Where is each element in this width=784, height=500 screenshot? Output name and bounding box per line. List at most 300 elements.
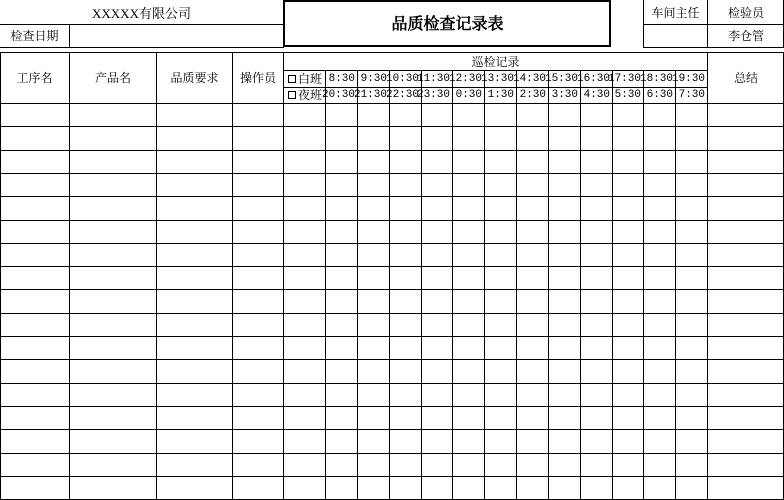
table-cell[interactable] xyxy=(676,244,707,266)
table-cell[interactable] xyxy=(1,127,69,150)
table-cell[interactable] xyxy=(708,314,783,336)
table-cell[interactable] xyxy=(422,290,452,313)
table-cell[interactable] xyxy=(390,151,421,173)
table-cell[interactable] xyxy=(549,314,580,336)
table-cell[interactable] xyxy=(708,244,783,266)
table-cell[interactable] xyxy=(157,197,232,220)
table-cell[interactable] xyxy=(517,244,548,266)
table-cell[interactable] xyxy=(613,127,643,150)
table-cell[interactable] xyxy=(157,384,232,406)
table-cell[interactable] xyxy=(1,314,69,336)
table-cell[interactable] xyxy=(549,267,580,289)
table-cell[interactable] xyxy=(233,384,283,406)
table-cell[interactable] xyxy=(390,360,421,383)
table-cell[interactable] xyxy=(422,127,452,150)
table-cell[interactable] xyxy=(581,197,612,220)
table-cell[interactable] xyxy=(517,407,548,429)
table-cell[interactable] xyxy=(390,454,421,476)
table-cell[interactable] xyxy=(485,314,516,336)
inspector-value[interactable]: 李仓管 xyxy=(727,28,764,43)
table-cell[interactable] xyxy=(549,221,580,243)
table-cell[interactable] xyxy=(157,314,232,336)
table-cell[interactable] xyxy=(644,337,675,359)
table-cell[interactable] xyxy=(644,477,675,499)
table-cell[interactable] xyxy=(70,104,156,126)
table-cell[interactable] xyxy=(549,104,580,126)
table-cell[interactable] xyxy=(157,454,232,476)
table-cell[interactable] xyxy=(676,477,707,499)
table-cell[interactable] xyxy=(70,360,156,383)
table-cell[interactable] xyxy=(326,290,357,313)
table-cell[interactable] xyxy=(1,104,69,126)
table-cell[interactable] xyxy=(708,104,783,126)
table-cell[interactable] xyxy=(613,267,643,289)
table-cell[interactable] xyxy=(326,104,357,126)
table-cell[interactable] xyxy=(708,290,783,313)
table-cell[interactable] xyxy=(676,407,707,429)
table-cell[interactable] xyxy=(549,244,580,266)
table-cell[interactable] xyxy=(233,151,283,173)
table-cell[interactable] xyxy=(644,244,675,266)
table-cell[interactable] xyxy=(157,407,232,429)
table-cell[interactable] xyxy=(70,127,156,150)
table-cell[interactable] xyxy=(422,197,452,220)
table-cell[interactable] xyxy=(708,430,783,453)
table-cell[interactable] xyxy=(284,127,325,150)
table-cell[interactable] xyxy=(453,104,484,126)
table-cell[interactable] xyxy=(549,290,580,313)
table-cell[interactable] xyxy=(613,384,643,406)
table-cell[interactable] xyxy=(549,430,580,453)
table-cell[interactable] xyxy=(358,104,389,126)
table-cell[interactable] xyxy=(157,477,232,499)
table-cell[interactable] xyxy=(581,244,612,266)
table-cell[interactable] xyxy=(517,454,548,476)
table-cell[interactable] xyxy=(1,477,69,499)
table-cell[interactable] xyxy=(581,151,612,173)
table-cell[interactable] xyxy=(485,337,516,359)
table-cell[interactable] xyxy=(485,104,516,126)
table-cell[interactable] xyxy=(485,267,516,289)
table-cell[interactable] xyxy=(453,314,484,336)
table-cell[interactable] xyxy=(326,314,357,336)
table-cell[interactable] xyxy=(644,151,675,173)
table-cell[interactable] xyxy=(326,407,357,429)
table-cell[interactable] xyxy=(358,174,389,196)
table-cell[interactable] xyxy=(517,290,548,313)
table-cell[interactable] xyxy=(233,314,283,336)
table-cell[interactable] xyxy=(390,314,421,336)
table-cell[interactable] xyxy=(581,384,612,406)
table-cell[interactable] xyxy=(284,384,325,406)
table-cell[interactable] xyxy=(453,174,484,196)
table-cell[interactable] xyxy=(676,337,707,359)
table-cell[interactable] xyxy=(233,197,283,220)
table-cell[interactable] xyxy=(485,127,516,150)
table-cell[interactable] xyxy=(326,384,357,406)
table-cell[interactable] xyxy=(358,430,389,453)
table-cell[interactable] xyxy=(70,454,156,476)
table-cell[interactable] xyxy=(581,267,612,289)
table-cell[interactable] xyxy=(708,407,783,429)
table-cell[interactable] xyxy=(233,407,283,429)
table-cell[interactable] xyxy=(517,337,548,359)
table-cell[interactable] xyxy=(453,290,484,313)
table-cell[interactable] xyxy=(358,477,389,499)
table-cell[interactable] xyxy=(549,174,580,196)
table-cell[interactable] xyxy=(453,267,484,289)
table-cell[interactable] xyxy=(233,477,283,499)
table-cell[interactable] xyxy=(613,430,643,453)
table-cell[interactable] xyxy=(1,407,69,429)
table-cell[interactable] xyxy=(644,104,675,126)
table-cell[interactable] xyxy=(157,290,232,313)
table-cell[interactable] xyxy=(422,151,452,173)
inspection-date-value[interactable] xyxy=(70,24,283,47)
table-cell[interactable] xyxy=(453,454,484,476)
table-cell[interactable] xyxy=(676,267,707,289)
table-cell[interactable] xyxy=(676,174,707,196)
table-cell[interactable] xyxy=(517,104,548,126)
table-cell[interactable] xyxy=(284,174,325,196)
table-cell[interactable] xyxy=(613,454,643,476)
table-cell[interactable] xyxy=(284,314,325,336)
table-cell[interactable] xyxy=(708,337,783,359)
table-cell[interactable] xyxy=(390,384,421,406)
table-cell[interactable] xyxy=(390,244,421,266)
table-cell[interactable] xyxy=(422,454,452,476)
table-cell[interactable] xyxy=(233,174,283,196)
table-cell[interactable] xyxy=(358,360,389,383)
table-cell[interactable] xyxy=(708,151,783,173)
table-cell[interactable] xyxy=(157,267,232,289)
table-cell[interactable] xyxy=(284,430,325,453)
table-cell[interactable] xyxy=(326,221,357,243)
table-cell[interactable] xyxy=(284,360,325,383)
table-cell[interactable] xyxy=(581,290,612,313)
table-cell[interactable] xyxy=(644,407,675,429)
table-cell[interactable] xyxy=(233,221,283,243)
night-shift-checkbox-icon[interactable] xyxy=(288,91,296,99)
table-cell[interactable] xyxy=(581,104,612,126)
table-cell[interactable] xyxy=(233,430,283,453)
table-cell[interactable] xyxy=(453,221,484,243)
table-cell[interactable] xyxy=(581,221,612,243)
table-cell[interactable] xyxy=(676,360,707,383)
table-cell[interactable] xyxy=(390,267,421,289)
table-cell[interactable] xyxy=(358,454,389,476)
table-cell[interactable] xyxy=(613,174,643,196)
table-cell[interactable] xyxy=(453,477,484,499)
table-cell[interactable] xyxy=(485,174,516,196)
shift-night[interactable] xyxy=(284,87,325,103)
table-cell[interactable] xyxy=(453,244,484,266)
table-cell[interactable] xyxy=(157,430,232,453)
table-cell[interactable] xyxy=(644,290,675,313)
table-cell[interactable] xyxy=(644,221,675,243)
table-cell[interactable] xyxy=(1,221,69,243)
table-cell[interactable] xyxy=(233,127,283,150)
table-cell[interactable] xyxy=(157,360,232,383)
table-cell[interactable] xyxy=(233,290,283,313)
table-cell[interactable] xyxy=(453,407,484,429)
table-cell[interactable] xyxy=(358,337,389,359)
day-shift-checkbox-icon[interactable] xyxy=(288,75,296,83)
table-cell[interactable] xyxy=(326,477,357,499)
table-cell[interactable] xyxy=(549,407,580,429)
table-cell[interactable] xyxy=(613,360,643,383)
table-cell[interactable] xyxy=(644,197,675,220)
table-cell[interactable] xyxy=(613,407,643,429)
table-cell[interactable] xyxy=(485,360,516,383)
table-cell[interactable] xyxy=(549,477,580,499)
table-cell[interactable] xyxy=(284,244,325,266)
table-cell[interactable] xyxy=(549,337,580,359)
table-cell[interactable] xyxy=(613,244,643,266)
table-cell[interactable] xyxy=(70,477,156,499)
table-cell[interactable] xyxy=(517,174,548,196)
table-cell[interactable] xyxy=(549,127,580,150)
table-cell[interactable] xyxy=(284,407,325,429)
table-cell[interactable] xyxy=(358,314,389,336)
table-cell[interactable] xyxy=(485,477,516,499)
table-cell[interactable] xyxy=(453,151,484,173)
table-cell[interactable] xyxy=(70,267,156,289)
table-cell[interactable] xyxy=(390,127,421,150)
table-cell[interactable] xyxy=(326,151,357,173)
table-cell[interactable] xyxy=(644,267,675,289)
table-cell[interactable] xyxy=(422,477,452,499)
table-cell[interactable] xyxy=(390,197,421,220)
table-cell[interactable] xyxy=(326,337,357,359)
table-cell[interactable] xyxy=(644,314,675,336)
table-cell[interactable] xyxy=(1,174,69,196)
table-cell[interactable] xyxy=(613,221,643,243)
table-cell[interactable] xyxy=(233,267,283,289)
table-cell[interactable] xyxy=(517,477,548,499)
table-cell[interactable] xyxy=(1,197,69,220)
table-cell[interactable] xyxy=(485,454,516,476)
table-cell[interactable] xyxy=(233,454,283,476)
table-cell[interactable] xyxy=(613,151,643,173)
table-cell[interactable] xyxy=(613,337,643,359)
table-cell[interactable] xyxy=(284,454,325,476)
table-cell[interactable] xyxy=(676,314,707,336)
table-cell[interactable] xyxy=(676,430,707,453)
table-cell[interactable] xyxy=(485,290,516,313)
table-cell[interactable] xyxy=(157,151,232,173)
table-cell[interactable] xyxy=(644,174,675,196)
table-cell[interactable] xyxy=(157,244,232,266)
table-cell[interactable] xyxy=(581,337,612,359)
table-cell[interactable] xyxy=(157,104,232,126)
table-cell[interactable] xyxy=(613,290,643,313)
table-cell[interactable] xyxy=(485,151,516,173)
table-cell[interactable] xyxy=(422,221,452,243)
table-cell[interactable] xyxy=(284,221,325,243)
table-cell[interactable] xyxy=(390,290,421,313)
table-cell[interactable] xyxy=(326,360,357,383)
table-cell[interactable] xyxy=(485,197,516,220)
table-cell[interactable] xyxy=(708,454,783,476)
table-cell[interactable] xyxy=(1,337,69,359)
table-cell[interactable] xyxy=(708,477,783,499)
table-cell[interactable] xyxy=(581,407,612,429)
table-cell[interactable] xyxy=(676,454,707,476)
table-cell[interactable] xyxy=(422,360,452,383)
table-cell[interactable] xyxy=(326,454,357,476)
table-cell[interactable] xyxy=(1,454,69,476)
table-cell[interactable] xyxy=(422,430,452,453)
table-cell[interactable] xyxy=(708,267,783,289)
table-cell[interactable] xyxy=(453,127,484,150)
table-cell[interactable] xyxy=(358,407,389,429)
table-cell[interactable] xyxy=(1,151,69,173)
table-cell[interactable] xyxy=(284,290,325,313)
table-cell[interactable] xyxy=(358,267,389,289)
table-cell[interactable] xyxy=(517,360,548,383)
table-cell[interactable] xyxy=(326,174,357,196)
table-cell[interactable] xyxy=(517,430,548,453)
table-cell[interactable] xyxy=(284,151,325,173)
table-cell[interactable] xyxy=(485,384,516,406)
table-cell[interactable] xyxy=(390,407,421,429)
table-cell[interactable] xyxy=(644,384,675,406)
table-cell[interactable] xyxy=(70,430,156,453)
table-cell[interactable] xyxy=(581,477,612,499)
table-cell[interactable] xyxy=(390,174,421,196)
table-cell[interactable] xyxy=(1,244,69,266)
table-cell[interactable] xyxy=(390,430,421,453)
table-cell[interactable] xyxy=(676,104,707,126)
table-cell[interactable] xyxy=(708,221,783,243)
table-cell[interactable] xyxy=(358,244,389,266)
table-cell[interactable] xyxy=(453,197,484,220)
table-cell[interactable] xyxy=(517,127,548,150)
table-cell[interactable] xyxy=(517,151,548,173)
table-cell[interactable] xyxy=(581,127,612,150)
table-cell[interactable] xyxy=(70,290,156,313)
table-cell[interactable] xyxy=(517,314,548,336)
table-cell[interactable] xyxy=(70,407,156,429)
table-cell[interactable] xyxy=(70,221,156,243)
table-cell[interactable] xyxy=(453,337,484,359)
table-cell[interactable] xyxy=(358,127,389,150)
table-cell[interactable] xyxy=(1,360,69,383)
table-cell[interactable] xyxy=(233,337,283,359)
table-cell[interactable] xyxy=(70,337,156,359)
table-cell[interactable] xyxy=(708,197,783,220)
table-cell[interactable] xyxy=(70,197,156,220)
table-cell[interactable] xyxy=(326,267,357,289)
table-cell[interactable] xyxy=(517,384,548,406)
table-cell[interactable] xyxy=(233,360,283,383)
table-cell[interactable] xyxy=(485,221,516,243)
table-cell[interactable] xyxy=(422,337,452,359)
table-cell[interactable] xyxy=(708,360,783,383)
table-cell[interactable] xyxy=(326,430,357,453)
table-cell[interactable] xyxy=(422,244,452,266)
table-cell[interactable] xyxy=(422,314,452,336)
table-cell[interactable] xyxy=(517,267,548,289)
table-cell[interactable] xyxy=(549,197,580,220)
table-cell[interactable] xyxy=(326,127,357,150)
table-cell[interactable] xyxy=(390,104,421,126)
table-cell[interactable] xyxy=(422,407,452,429)
table-cell[interactable] xyxy=(644,360,675,383)
table-cell[interactable] xyxy=(358,197,389,220)
table-cell[interactable] xyxy=(358,221,389,243)
table-cell[interactable] xyxy=(390,477,421,499)
table-cell[interactable] xyxy=(549,151,580,173)
table-cell[interactable] xyxy=(613,477,643,499)
table-cell[interactable] xyxy=(157,127,232,150)
table-cell[interactable] xyxy=(644,127,675,150)
table-cell[interactable] xyxy=(70,151,156,173)
table-cell[interactable] xyxy=(676,290,707,313)
table-cell[interactable] xyxy=(422,267,452,289)
table-cell[interactable] xyxy=(644,454,675,476)
table-cell[interactable] xyxy=(517,221,548,243)
table-cell[interactable] xyxy=(1,384,69,406)
table-cell[interactable] xyxy=(233,104,283,126)
table-cell[interactable] xyxy=(422,174,452,196)
table-cell[interactable] xyxy=(284,267,325,289)
table-cell[interactable] xyxy=(708,127,783,150)
table-cell[interactable] xyxy=(284,197,325,220)
table-cell[interactable] xyxy=(70,314,156,336)
table-cell[interactable] xyxy=(284,337,325,359)
table-cell[interactable] xyxy=(422,104,452,126)
table-cell[interactable] xyxy=(358,290,389,313)
table-cell[interactable] xyxy=(676,127,707,150)
table-cell[interactable] xyxy=(1,290,69,313)
table-cell[interactable] xyxy=(1,267,69,289)
table-cell[interactable] xyxy=(708,174,783,196)
table-cell[interactable] xyxy=(549,384,580,406)
table-cell[interactable] xyxy=(581,314,612,336)
table-cell[interactable] xyxy=(453,430,484,453)
table-cell[interactable] xyxy=(1,430,69,453)
table-cell[interactable] xyxy=(70,244,156,266)
table-cell[interactable] xyxy=(581,174,612,196)
table-cell[interactable] xyxy=(676,197,707,220)
table-cell[interactable] xyxy=(390,337,421,359)
shift-day[interactable] xyxy=(284,70,325,87)
table-cell[interactable] xyxy=(233,244,283,266)
table-cell[interactable] xyxy=(485,430,516,453)
table-cell[interactable] xyxy=(708,384,783,406)
table-cell[interactable] xyxy=(284,477,325,499)
table-cell[interactable] xyxy=(676,221,707,243)
table-cell[interactable] xyxy=(676,151,707,173)
table-cell[interactable] xyxy=(613,314,643,336)
table-cell[interactable] xyxy=(358,384,389,406)
table-cell[interactable] xyxy=(644,430,675,453)
table-cell[interactable] xyxy=(485,244,516,266)
table-cell[interactable] xyxy=(517,197,548,220)
workshop-director-value[interactable] xyxy=(644,24,707,47)
table-cell[interactable] xyxy=(581,454,612,476)
table-cell[interactable] xyxy=(70,384,156,406)
table-cell[interactable] xyxy=(422,384,452,406)
table-cell[interactable] xyxy=(284,104,325,126)
table-cell[interactable] xyxy=(581,430,612,453)
table-cell[interactable] xyxy=(390,221,421,243)
table-cell[interactable] xyxy=(157,174,232,196)
table-cell[interactable] xyxy=(549,454,580,476)
table-cell[interactable] xyxy=(613,197,643,220)
